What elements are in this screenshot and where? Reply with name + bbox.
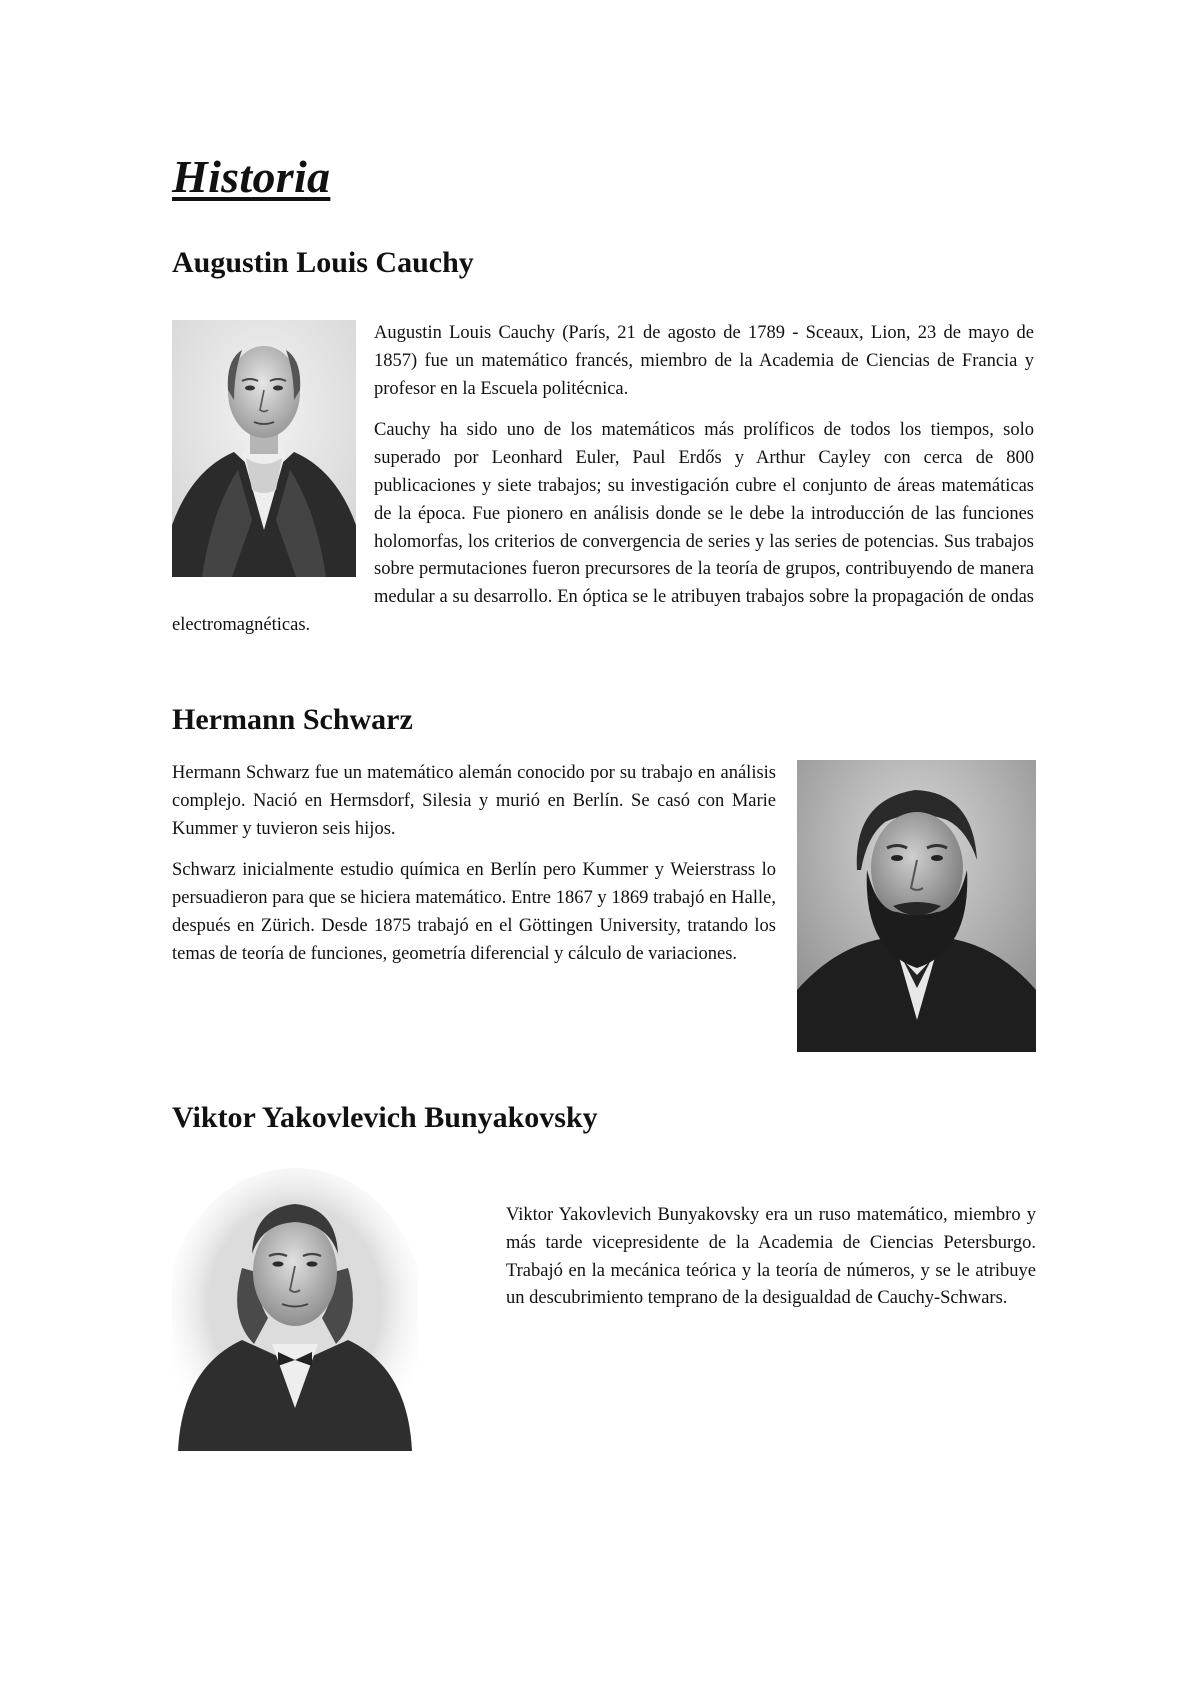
portrait-wrap-spacer xyxy=(172,320,374,586)
bunyakovsky-portrait-image xyxy=(172,1168,418,1451)
bunyakovsky-text-block xyxy=(506,1202,1036,1313)
section-heading-bunyakovsky: Viktor Yakovlevich Bunyakovsky xyxy=(172,1101,598,1134)
schwarz-portrait-image xyxy=(797,760,1036,1052)
bunyakovsky-paragraph-1: Viktor Yakovlevich Bunyakovsky era un ruso matemático, miembro y más tarde vicepresidente de la Academia de Ciencias Petersburgo. Trabajó en la mecánica teórica y la teoría de números, y se le atribuye un descubrimiento temprano de la desigualdad de Cauchy-Schwars. xyxy=(506,1205,1036,1309)
schwarz-paragraph-1: Hermann Schwarz fue un matemático alemán conocido por su trabajo en análisis complejo. Nació en Hermsdorf, Silesia y murió en Berlín. Se casó con Marie Kummer y tuvieron seis hijos. xyxy=(172,763,776,839)
schwarz-text-block xyxy=(172,760,776,969)
page-title: Historia xyxy=(172,151,331,202)
cauchy-paragraph-1: Augustin Louis Cauchy (París, 21 de agosto de 1789 - Sceaux, Lion, 23 de mayo de 1857) fue un matemático francés, miembro de la Academia de Ciencias de Francia y profesor en la Escuela politécnica. xyxy=(374,323,1034,399)
schwarz-paragraph-2: Schwarz inicialmente estudio química en Berlín pero Kummer y Weierstrass lo persuadieron para que se hiciera matemático. Entre 1867 y 1869 trabajó en Halle, después en Zürich. Desde 1875 trabajó en el Göttingen University, tratando los temas de teoría de funciones, geometría diferencial y cálculo de variaciones. xyxy=(172,860,776,964)
cauchy-paragraph-2: Cauchy ha sido uno de los matemáticos más prolíficos de todos los tiempos, solo superado por Leonhard Euler, Paul Erdős y Arthur Cayley con cerca de 800 publicaciones y siete trabajos; su investigación cubre el conjunto de áreas matemáticas de la época. Fue pionero en análisis donde se le debe la introducción de las funciones holomorfas, los criterios de convergencia de series y las series de potencias. Sus trabajos sobre permutaciones fueron precursores de la teoría de grupos, contribuyendo de manera medular a su desarrollo. En óptica se le atribuyen trabajos sobre la propagación de ondas electromagnéticas. xyxy=(172,420,1034,635)
cauchy-text-block xyxy=(172,320,1034,640)
section-heading-cauchy: Augustin Louis Cauchy xyxy=(172,246,474,279)
section-heading-schwarz: Hermann Schwarz xyxy=(172,703,413,736)
